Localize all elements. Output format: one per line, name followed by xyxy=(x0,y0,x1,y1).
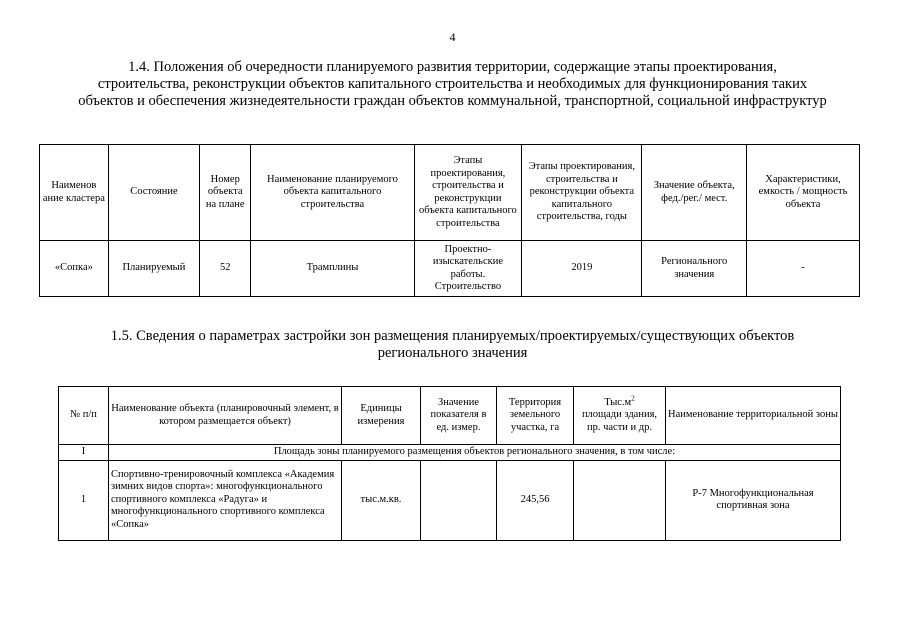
superscript: 2 xyxy=(631,394,635,403)
header-capacity: Характеристики, емкость / мощность объекта xyxy=(747,145,860,241)
group-number: I xyxy=(59,445,109,461)
header-land-area: Территория земельного участка, га xyxy=(497,387,574,445)
cell-object-name: Трамплины xyxy=(251,241,414,297)
group-row xyxy=(59,445,841,461)
cell-status: Планируемый xyxy=(108,241,199,297)
table-row xyxy=(59,460,841,540)
cell-units: тыс.м.кв. xyxy=(342,460,421,540)
header-units: Единицы измерения xyxy=(342,387,421,445)
development-stages-table xyxy=(39,144,860,297)
cell-building-area xyxy=(574,460,666,540)
table-header-row xyxy=(40,145,860,241)
header-cluster: Наименов ание кластера xyxy=(40,145,109,241)
cell-cluster: «Сопка» xyxy=(40,241,109,297)
cell-number: 1 xyxy=(59,460,109,540)
title-line: 1.4. Положения об очередности планируемого развития территории, содержащие этапы проектирования, xyxy=(128,59,777,75)
cell-significance: Регионального значения xyxy=(642,241,747,297)
title-line: строительства, реконструкции объектов капитального строительства и необходимых для функционирования таких xyxy=(97,76,808,92)
header-object-name: Наименование планируемого объекта капитального строительства xyxy=(251,145,414,241)
header-stages-years: Этапы проектирования, строительства и реконструкции объекта капитального строительства, годы xyxy=(522,145,642,241)
section-1-4-title xyxy=(40,59,865,110)
area-label: площади здания, пр. части и др. xyxy=(581,409,658,433)
title-line: регионального значения xyxy=(377,345,528,361)
header-stages: Этапы проектирования, строительства и реконструкции объекта капитального строительства xyxy=(414,145,522,241)
header-number: № п/п xyxy=(59,387,109,445)
unit-label: Тыс.м xyxy=(604,396,632,408)
building-parameters-table xyxy=(58,386,841,541)
group-label: Площадь зоны планируемого размещения объектов регионального значения, в том числе: xyxy=(109,445,841,461)
cell-object-name: Спортивно-тренировочный комплекса «Академия зимних видов спорта»: многофункционального спортивного комплекса «Радуга» и многофункционального спортивного комплекса «Сопка» xyxy=(109,460,342,540)
section-1-5-title xyxy=(60,328,845,362)
header-plan-number: Номер объекта на плане xyxy=(200,145,251,241)
header-value: Значение показателя в ед. измер. xyxy=(421,387,497,445)
title-line: 1.5. Сведения о параметрах застройки зон размещения планируемых/проектируемых/существующих объектов xyxy=(110,328,795,344)
cell-capacity: - xyxy=(747,241,860,297)
cell-value xyxy=(421,460,497,540)
table-header-row xyxy=(59,387,841,445)
header-zone-name: Наименование территориальной зоны xyxy=(666,387,841,445)
cell-zone-name: Р-7 Многофункциональная спортивная зона xyxy=(666,460,841,540)
table-row xyxy=(40,241,860,297)
cell-plan-number: 52 xyxy=(200,241,251,297)
header-significance: Значение объекта, фед./рег./ мест. xyxy=(642,145,747,241)
cell-years: 2019 xyxy=(522,241,642,297)
header-status: Состояние xyxy=(108,145,199,241)
header-building-area xyxy=(574,387,666,445)
title-line: объектов и обеспечения жизнедеятельности граждан объектов коммунальной, транспортной, социальной инфраструктур xyxy=(78,93,827,109)
cell-stages: Проектно-изыскательские работы. Строительство xyxy=(414,241,522,297)
page-number: 4 xyxy=(449,30,456,44)
cell-land-area: 245,56 xyxy=(497,460,574,540)
header-object-name: Наименование объекта (планировочный элемент, в котором размещается объект) xyxy=(109,387,342,445)
